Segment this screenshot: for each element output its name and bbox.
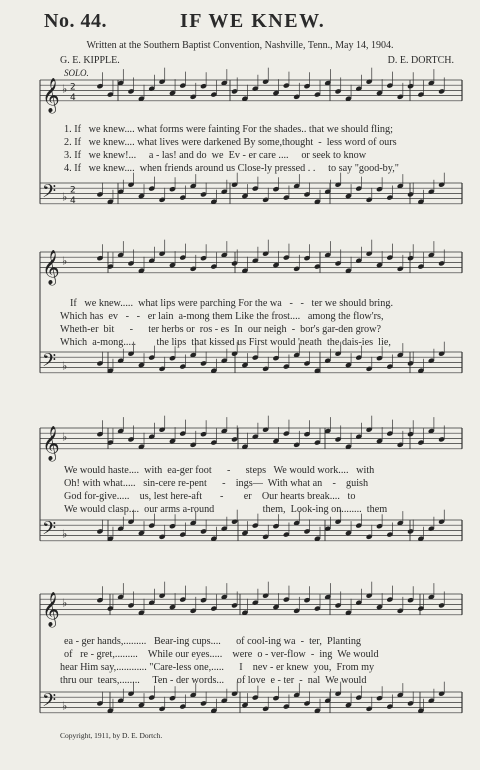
time-sig-icon: 2 bbox=[70, 82, 76, 93]
lyric-line: ea - ger hands,......... Bear-ing cups.... of cool-ing wa - ter, Planting bbox=[64, 636, 362, 647]
bass-clef-icon: 𝄢 bbox=[42, 690, 57, 716]
lyric-line: God for-give..... us, lest here-aft - er Our hearts break.... to bbox=[64, 491, 356, 502]
bass-clef-icon: 𝄢 bbox=[42, 350, 57, 376]
flat-icon: ♭ bbox=[62, 254, 68, 268]
flat-icon: ♭ bbox=[62, 430, 68, 444]
lyric-line: We would clasp.... our arms a-round them, Look-ing on........ them bbox=[64, 504, 388, 515]
hymn-number: No. 44. bbox=[44, 10, 107, 32]
time-sig-icon: 4 bbox=[70, 92, 76, 103]
lyric-line: 2. If we knew.... what lives were darkened By some,thought - less word of ours bbox=[64, 137, 397, 148]
time-sig-icon: 2 bbox=[70, 185, 76, 196]
treble-clef-icon: 𝄞 bbox=[42, 249, 60, 285]
treble-clef-icon: 𝄞 bbox=[42, 77, 60, 113]
lyric-line: We would haste.... with ea-ger foot - steps We would work.... with bbox=[64, 465, 375, 476]
lyric-line: Which a-mong..... the lips that kissed us First would 'neath the dais-ies lie, bbox=[60, 337, 391, 348]
lyric-line: hear Him say,............ "Care-less one,..... I nev - er knew you, From my bbox=[60, 662, 375, 673]
flat-icon: ♭ bbox=[62, 82, 68, 96]
bass-clef-icon: 𝄢 bbox=[42, 181, 57, 207]
lyric-line: 4. If we knew.... when friends around us Close-ly pressed . . to say "good-by," bbox=[64, 163, 399, 174]
lyric-line: If we knew..... what lips were parching For the wa - - ter we should bring. bbox=[70, 298, 393, 309]
lyric-line: thru our tears,........ Ten - der words... of love e - ter - nal We would bbox=[60, 675, 367, 686]
lyric-line: 1. If we knew.... what forms were fainting For the shades.. that we should fling; bbox=[64, 124, 393, 135]
treble-clef-icon: 𝄞 bbox=[42, 425, 60, 461]
flat-icon: ♭ bbox=[62, 190, 68, 204]
bass-clef-icon: 𝄢 bbox=[42, 518, 57, 544]
occasion-note: Written at the Southern Baptist Convention, Nashville, Tenn., May 14, 1904. bbox=[86, 40, 394, 51]
lyric-line: 3. If we knew!... a - las! and do we Ev - er care .... or seek to know bbox=[64, 150, 367, 161]
flat-icon: ♭ bbox=[62, 527, 68, 541]
hymn-title: IF WE KNEW. bbox=[180, 10, 326, 32]
lyric-line: Which has ev - - er lain a-mong them Like the frost.... among the flow'rs, bbox=[60, 311, 384, 322]
flat-icon: ♭ bbox=[62, 699, 68, 713]
lyric-line: Oh! with what..... sin-cere re-pent - ings— With what an - guish bbox=[64, 478, 369, 489]
time-sig-icon: 4 bbox=[70, 195, 76, 206]
composer: D. E. DORTCH. bbox=[387, 55, 454, 66]
copyright-notice: Copyright, 1911, by D. E. Dortch. bbox=[60, 731, 163, 740]
flat-icon: ♭ bbox=[62, 359, 68, 373]
lyric-line: of re - gret,......... While our eyes..... were o - ver-flow - ing We would bbox=[64, 649, 379, 660]
flat-icon: ♭ bbox=[62, 596, 68, 610]
solo-marking: SOLO. bbox=[64, 68, 89, 78]
lyric-line: Wheth-er bit - ter herbs or ros - es In our neigh - bor's gar-den grow? bbox=[60, 324, 382, 335]
lyricist: G. E. KIPPLE. bbox=[60, 55, 120, 66]
treble-clef-icon: 𝄞 bbox=[42, 591, 60, 627]
